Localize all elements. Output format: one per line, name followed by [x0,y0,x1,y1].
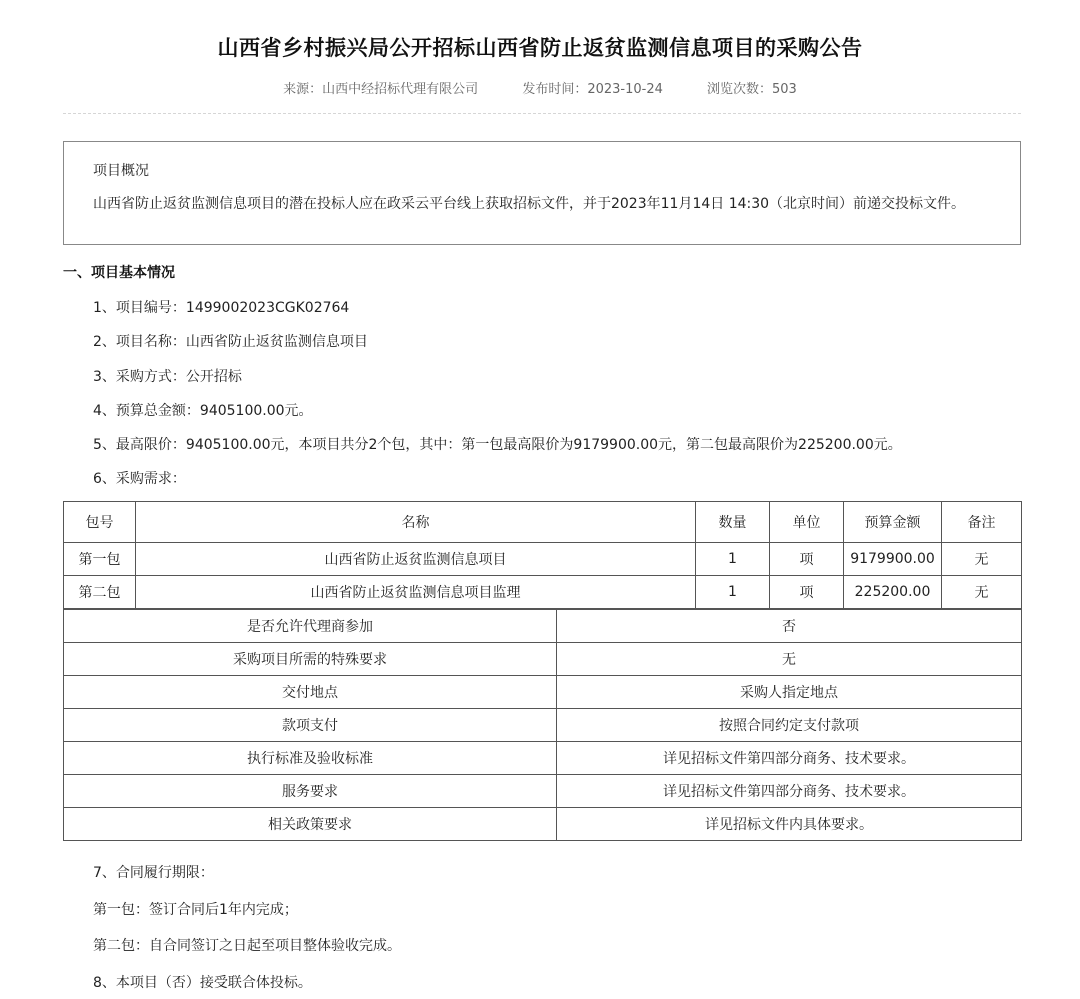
header-cell: 包号 [64,502,136,543]
table-cell: 项 [770,543,844,576]
detail-value: 否 [557,610,1022,643]
table-cell: 项 [770,576,844,609]
detail-row [64,676,1022,709]
requirements-table [63,501,1022,609]
overview-box [63,141,1021,245]
detail-row [64,610,1022,643]
detail-row [64,709,1022,742]
detail-label: 是否允许代理商参加 [64,610,557,643]
item-project-name: 2、项目名称：山西省防止返贫监测信息项目 [93,334,368,350]
detail-value: 按照合同约定支付款项 [557,709,1022,742]
contract-period-heading: 7、合同履行期限： [93,865,214,881]
detail-value: 采购人指定地点 [557,676,1022,709]
detail-row [64,643,1022,676]
consortium-note: 8、本项目（否）接受联合体投标。 [93,975,312,991]
divider [63,113,1021,114]
detail-label: 服务要求 [64,775,557,808]
table-header-row [64,502,1022,543]
detail-row [64,808,1022,841]
section-heading: 一、项目基本情况 [63,265,175,281]
table-cell: 1 [696,576,770,609]
overview-text: 山西省防止返贫监测信息项目的潜在投标人应在政采云平台线上获取招标文件，并于2023年11月14日 14:30（北京时间）前递交投标文件。 [93,196,966,212]
header-cell: 名称 [136,502,696,543]
detail-label: 款项支付 [64,709,557,742]
view-count: 浏览次数：503 [707,82,797,97]
header-cell: 预算金额 [844,502,942,543]
detail-value: 无 [557,643,1022,676]
table-cell: 225200.00 [844,576,942,609]
contract-period-lot2: 第二包：自合同签订之日起至项目整体验收完成。 [93,938,401,954]
detail-label: 交付地点 [64,676,557,709]
page-title: 山西省乡村振兴局公开招标山西省防止返贫监测信息项目的采购公告 [217,36,863,60]
detail-row [64,775,1022,808]
item-requirements: 6、采购需求： [93,471,186,487]
detail-label: 采购项目所需的特殊要求 [64,643,557,676]
header-cell: 单位 [770,502,844,543]
table-cell: 山西省防止返贫监测信息项目 [136,543,696,576]
overview-heading: 项目概况 [93,163,149,179]
detail-label: 执行标准及验收标准 [64,742,557,775]
detail-value: 详见招标文件第四部分商务、技术要求。 [557,742,1022,775]
table-cell: 1 [696,543,770,576]
table-cell: 9179900.00 [844,543,942,576]
table-cell: 山西省防止返贫监测信息项目监理 [136,576,696,609]
item-method: 3、采购方式：公开招标 [93,369,242,385]
contract-period-lot1: 第一包：签订合同后1年内完成； [93,902,298,918]
requirements-detail-table [63,609,1022,841]
publish-time: 发布时间：2023-10-24 [522,82,663,97]
detail-row [64,742,1022,775]
table-row [64,543,1022,576]
item-budget: 4、预算总金额：9405100.00元。 [93,403,313,419]
detail-value: 详见招标文件内具体要求。 [557,808,1022,841]
item-max-price: 5、最高限价：9405100.00元，本项目共分2个包，其中：第一包最高限价为9179900.00元，第二包最高限价为225200.00元。 [93,437,902,453]
table-cell: 第一包 [64,543,136,576]
table-cell: 无 [942,543,1022,576]
detail-label: 相关政策要求 [64,808,557,841]
table-cell: 无 [942,576,1022,609]
detail-value: 详见招标文件第四部分商务、技术要求。 [557,775,1022,808]
table-cell: 第二包 [64,576,136,609]
header-cell: 数量 [696,502,770,543]
source-text: 来源：山西中经招标代理有限公司 [283,82,479,97]
item-project-number: 1、项目编号：1499002023CGK02764 [93,300,350,316]
header-cell: 备注 [942,502,1022,543]
article-meta [0,78,1080,97]
table-row [64,576,1022,609]
